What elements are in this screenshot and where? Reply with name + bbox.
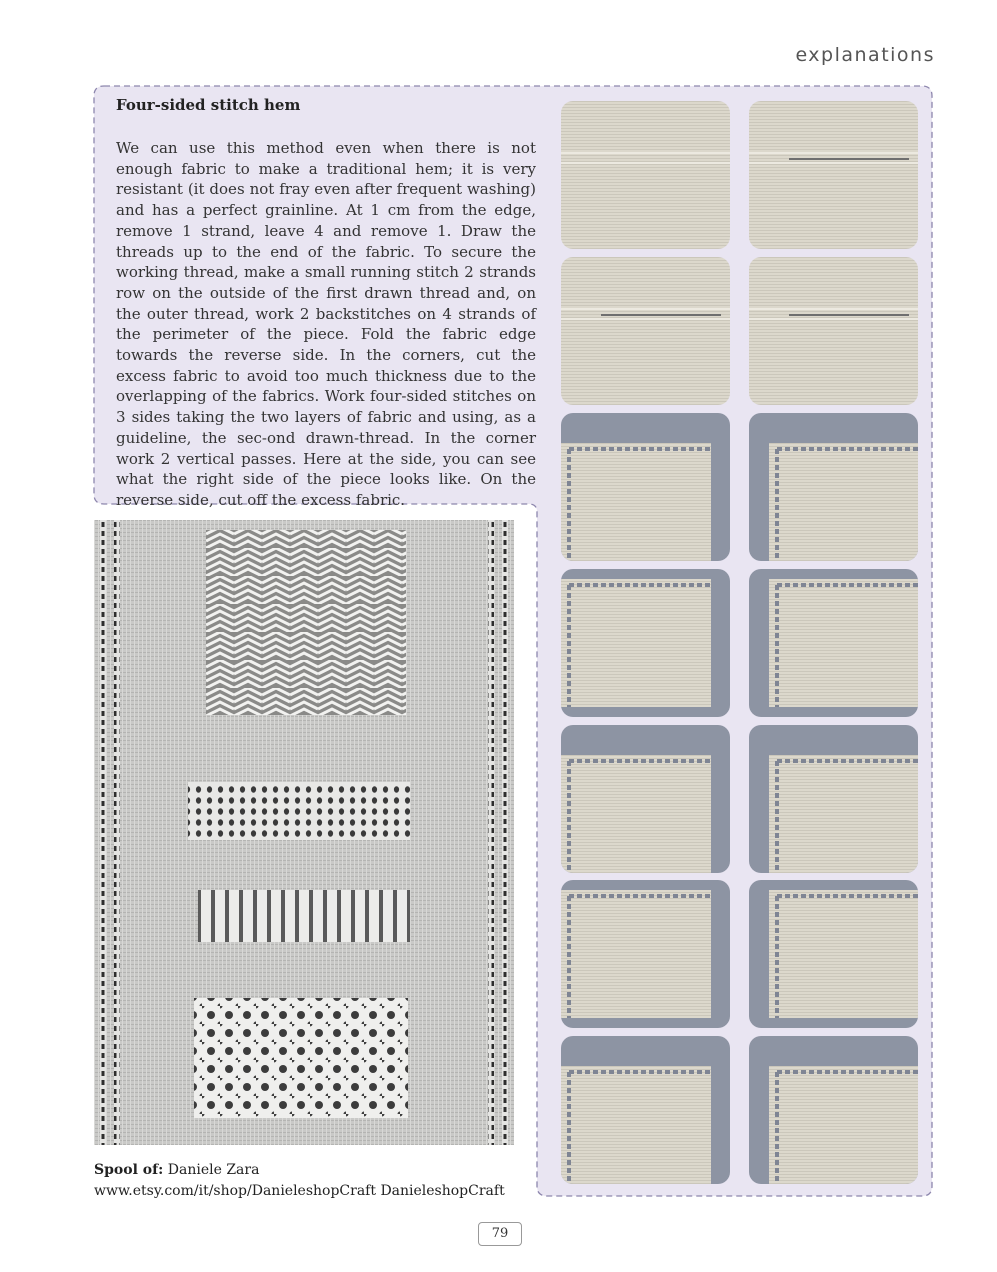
credit-link[interactable]: www.etsy.com/it/shop/DanieleshopCraft DanieleshopCraft	[94, 1183, 505, 1199]
thumbnail-step-14	[749, 1036, 918, 1184]
thumbnail-step-2	[749, 101, 918, 249]
article-title: Four-sided stitch hem	[116, 96, 301, 114]
thumbnail-step-10	[749, 725, 918, 873]
thumbnail-step-12	[749, 880, 918, 1028]
embroidery-sampler-photo	[94, 520, 514, 1145]
article	[116, 96, 536, 511]
thumbnail-step-7	[561, 569, 730, 717]
thumbnail-step-11	[561, 880, 730, 1028]
thumbnail-step-9	[561, 725, 730, 873]
thumbnail-step-6	[749, 413, 918, 561]
page-number: 79	[478, 1222, 522, 1246]
credit-line	[94, 1160, 534, 1181]
credit-name: Daniele Zara	[167, 1162, 260, 1178]
thumbnail-step-13	[561, 1036, 730, 1184]
thumbnail-step-3	[561, 257, 730, 405]
article-body: We can use this method even when there is not enough fabric to make a traditional hem; it is very resistant (it does not fray even after frequent washing) and has a perfect grainline. At 1 cm from the edge, remove 1 strand, leave 4 and remove 1. Draw the threads up to the end of the fabric. To secure the working thread, make a small running stitch 2 strands row on the outside of the first drawn thread and, on the outer thread, work 2 backstitches on 4 strands of the perimeter of the piece. Fold the fabric edge towards the reverse side. In the corners, cut the excess fabric to avoid too much thickness due to the overlapping of the fabrics. Work four-sided stitches on 3 sides taking the two layers of fabric and using, as a guideline, the sec-ond drawn-thread. In the corner work 2 vertical passes. Here at the side, you can see what the right side of the piece looks like. On the reverse side, cut off the excess fabric.	[116, 139, 536, 509]
credit	[94, 1160, 534, 1202]
credit-label: Spool of:	[94, 1162, 164, 1178]
thumbnail-step-5	[561, 413, 730, 561]
thumbnail-step-8	[749, 569, 918, 717]
thumbnail-step-1	[561, 101, 730, 249]
thumbnail-step-4	[749, 257, 918, 405]
section-label: explanations	[795, 44, 935, 66]
